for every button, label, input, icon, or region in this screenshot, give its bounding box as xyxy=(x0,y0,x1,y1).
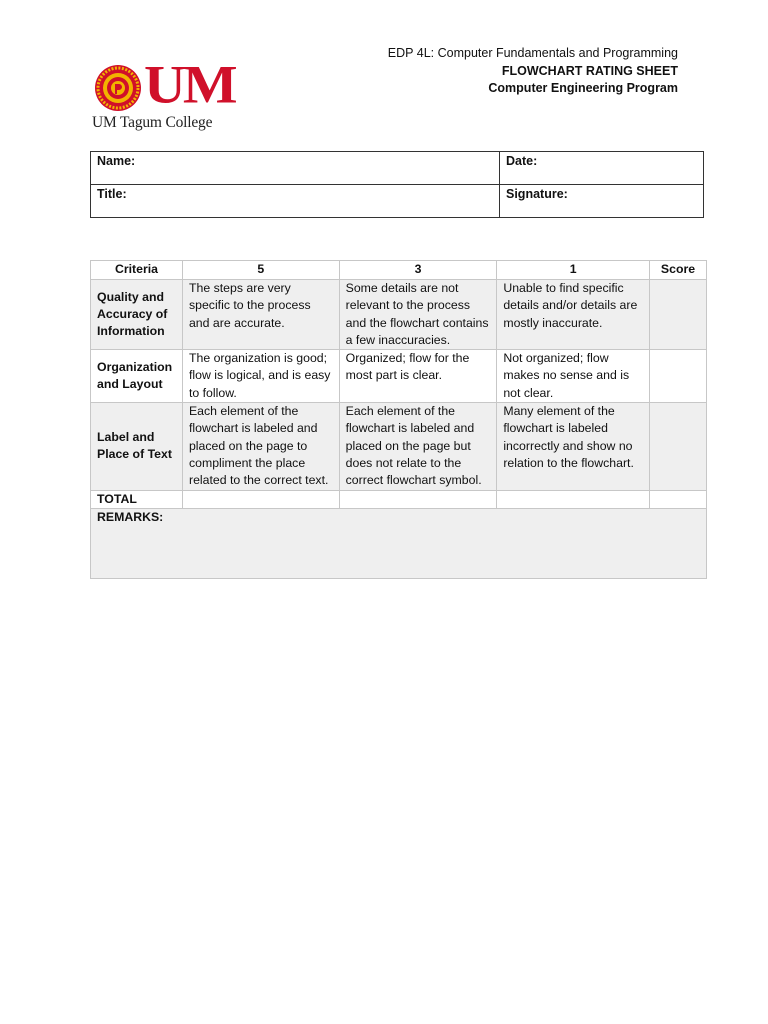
score-cell[interactable] xyxy=(650,280,707,350)
title-label: Title: xyxy=(97,187,127,201)
criteria-cell: Organization and Layout xyxy=(91,350,183,403)
header-criteria: Criteria xyxy=(91,261,183,280)
score-cell[interactable] xyxy=(650,350,707,403)
date-field[interactable] xyxy=(500,152,704,185)
remarks-row xyxy=(91,508,707,578)
level-one-cell: Unable to find specific details and/or details are mostly inaccurate. xyxy=(497,280,650,350)
remarks-label: REMARKS: xyxy=(97,509,164,524)
rubric-row xyxy=(91,280,707,350)
college-name: UM Tagum College xyxy=(92,114,213,131)
level-three-cell: Some details are not relevant to the process and the flowchart contains a few inaccuracies. xyxy=(339,280,497,350)
date-label: Date: xyxy=(506,154,538,168)
course-title: EDP 4L: Computer Fundamentals and Programming xyxy=(387,46,678,60)
um-seal-icon xyxy=(94,64,142,112)
header-score: Score xyxy=(650,261,707,280)
level-three-cell: Organized; flow for the most part is clear. xyxy=(339,350,497,403)
header-five: 5 xyxy=(182,261,339,280)
program-name: Computer Engineering Program xyxy=(488,81,678,95)
total-one-cell[interactable] xyxy=(497,490,650,508)
total-score-cell[interactable] xyxy=(650,490,707,508)
level-one-cell: Many element of the flowchart is labeled incorrectly and show no relation to the flowchart. xyxy=(497,403,650,490)
level-five-cell: Each element of the flowchart is labeled and placed on the page to compliment the place related to the correct text. xyxy=(182,403,339,490)
name-field[interactable] xyxy=(91,152,500,185)
um-logo-letters: UM xyxy=(144,54,235,115)
level-one-cell: Not organized; flow makes no sense and is not clear. xyxy=(497,350,650,403)
sheet-title: FLOWCHART RATING SHEET xyxy=(501,63,678,78)
level-three-cell: Each element of the flowchart is labeled and placed on the page but does not relate to the correct flowchart symbol. xyxy=(339,403,497,490)
criteria-cell: Label and Place of Text xyxy=(91,403,183,490)
signature-label: Signature: xyxy=(506,187,568,201)
score-cell[interactable] xyxy=(650,403,707,490)
um-tagum-logo xyxy=(92,54,252,134)
student-info-table xyxy=(90,151,704,218)
rubric-row xyxy=(91,350,707,403)
name-label: Name: xyxy=(97,154,136,168)
header-one: 1 xyxy=(497,261,650,280)
total-row xyxy=(91,490,707,508)
total-three-cell[interactable] xyxy=(339,490,497,508)
signature-field[interactable] xyxy=(500,185,704,218)
remarks-field[interactable] xyxy=(91,508,707,578)
rubric-row xyxy=(91,403,707,490)
criteria-cell: Quality and Accuracy of Information xyxy=(91,280,183,350)
rubric-table xyxy=(90,260,707,579)
rubric-header-row xyxy=(91,261,707,280)
total-five-cell[interactable] xyxy=(182,490,339,508)
header-three: 3 xyxy=(339,261,497,280)
document-header xyxy=(388,45,678,98)
level-five-cell: The steps are very specific to the process and are accurate. xyxy=(182,280,339,350)
level-five-cell: The organization is good; flow is logical, and is easy to follow. xyxy=(182,350,339,403)
title-field[interactable] xyxy=(91,185,500,218)
total-label: TOTAL xyxy=(91,490,183,508)
